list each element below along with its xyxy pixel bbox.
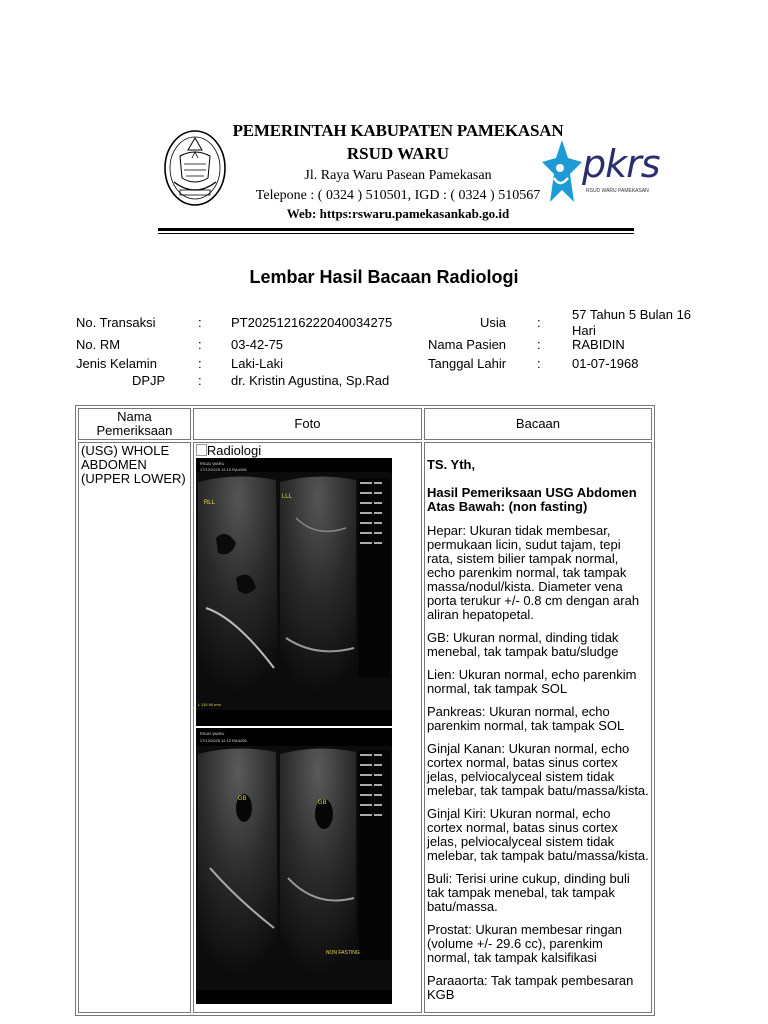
dob-label: Tanggal Lahir — [428, 356, 507, 371]
hospital-telephone: Telepone : ( 0324 ) 510501, IGD : ( 0324 ) 510567 — [255, 188, 541, 203]
patient-name-colon: : — [537, 337, 541, 352]
image2-marker-left: GB — [237, 796, 247, 802]
pkrs-logo — [540, 136, 660, 212]
reading-paragraph-ginjal-kiri: Ginjal Kiri: Ukuran normal, echo cortex normal, batas sinus cortex jelas, pelviocalyceal sistem tidak melebar, tak tampak batu/massa/kista. — [426, 806, 649, 863]
letterhead-text — [228, 118, 568, 223]
dob-value: 01-07-1968 — [572, 356, 639, 371]
header-photo: Foto — [193, 408, 422, 440]
image2-header-text: RSUD WARU — [199, 731, 225, 736]
broken-image-icon — [196, 444, 207, 456]
patient-name-label: Nama Pasien — [428, 337, 507, 352]
pkrs-wordmark: pkrs — [582, 142, 660, 186]
transaction-colon: : — [198, 315, 202, 330]
dpjp-label: DPJP — [132, 373, 166, 388]
image2-marker-right: GB — [317, 800, 327, 806]
table-row — [78, 442, 652, 1013]
image2-note: NON FASTING — [325, 950, 360, 956]
gender-value: Laki-Laki — [231, 356, 284, 371]
age-colon: : — [537, 315, 541, 330]
transaction-label: No. Transaksi — [76, 315, 156, 330]
document-title: Lembar Hasil Bacaan Radiologi — [249, 267, 519, 287]
hospital-website: Web: https:rswaru.pamekasankab.go.id — [286, 206, 510, 221]
rm-value: 03-42-75 — [231, 337, 284, 352]
reading-cell — [424, 442, 652, 1013]
gender-label: Jenis Kelamin — [76, 356, 157, 371]
image1-header-text: RSUD WARU — [199, 461, 225, 466]
table-header-row — [78, 408, 652, 440]
image1-date-text: 17/12/2025 12:10 RA4206 — [199, 467, 247, 472]
letterhead — [158, 118, 660, 240]
exam-name-cell — [78, 442, 191, 1013]
age-value: 57 Tahun 5 Bulan 16 Hari — [572, 307, 692, 338]
regency-seal-icon — [162, 128, 228, 208]
reading-paragraph-gb: GB: Ukuran normal, dinding tidak menebal, tak tampak batu/sludge — [426, 630, 619, 659]
letterhead-rule-thin — [158, 233, 634, 234]
header-reading: Bacaan — [424, 408, 652, 440]
photo-cell — [193, 442, 422, 1013]
hospital-address: Jl. Raya Waru Pasean Pamekasan — [304, 168, 492, 183]
results-table — [75, 405, 655, 1016]
broken-image-alt-text: Radiologi — [196, 444, 419, 458]
exam-name: (USG) WHOLE ABDOMEN (UPPER LOWER) — [81, 443, 186, 486]
pkrs-star-icon — [540, 136, 584, 210]
gender-colon: : — [198, 356, 202, 371]
dob-colon: : — [537, 356, 541, 371]
rm-label: No. RM — [76, 337, 121, 352]
reading-paragraph-paraaorta: Paraaorta: Tak tampak pembesaran KGB — [426, 973, 634, 1002]
header-exam-name: Nama Pemeriksaan — [78, 408, 191, 440]
reading-greeting: TS. Yth, — [426, 457, 476, 472]
reading-subtitle: Hasil Pemeriksaan USG Abdomen Atas Bawah: (non fasting) — [426, 485, 637, 514]
ultrasound-scan-graphic — [196, 728, 392, 1004]
pkrs-subtext: RSUD WARU PAMEKASAN — [586, 188, 649, 194]
ultrasound-image-gallbladder — [196, 728, 392, 1004]
dpjp-value: dr. Kristin Agustina, Sp.Rad — [231, 373, 390, 388]
patient-name-value: RABIDIN — [572, 337, 625, 352]
image2-date-text: 17/12/2025 12:12 RA4206 — [199, 738, 247, 743]
ultrasound-image-liver — [196, 458, 392, 726]
letterhead-rule-thick — [158, 228, 634, 231]
age-label: Usia — [480, 315, 507, 330]
reading-paragraph-buli: Buli: Terisi urine cukup, dinding buli tak tampak menebal, tak tampak batu/massa. — [426, 871, 630, 914]
reading-paragraph-prostat: Prostat: Ukuran membesar ringan (volume +/- 29.6 cc), parenkim normal, tak tampak kalsifikasi — [426, 922, 623, 965]
image1-marker-left: RLL — [203, 500, 215, 506]
reading-paragraph-ginjal-kanan: Ginjal Kanan: Ukuran normal, echo cortex normal, batas sinus cortex jelas, pelviocalyceal sistem tidak melebar, tak tampak batu/massa/kista. — [426, 741, 649, 798]
government-name: PEMERINTAH KABUPATEN PAMEKASAN — [232, 121, 564, 140]
rm-colon: : — [198, 337, 202, 352]
transaction-value: PT20251216222040034275 — [231, 315, 393, 330]
ultrasound-scan-graphic — [196, 458, 392, 726]
reading-paragraph-hepar: Hepar: Ukuran tidak membesar, permukaan licin, sudut tajam, tepi rata, sistem bilier tampak normal, echo parenkim normal, tak tampak massa/nodul/kista. Diameter vena porta terukur +/- 0.8 cm dengan arah aliran hepatopetal. — [426, 523, 640, 622]
dpjp-colon: : — [198, 373, 202, 388]
image1-marker-right: LLL — [281, 494, 292, 500]
reading-paragraph-pankreas: Pankreas: Ukuran normal, echo parenkim normal, tak tampak SOL — [426, 704, 625, 733]
hospital-name: RSUD WARU — [346, 144, 450, 163]
reading-paragraph-lien: Lien: Ukuran normal, echo parenkim normal, tak tampak SOL — [426, 667, 637, 696]
image1-measure: L 110.94 mm — [197, 702, 221, 707]
